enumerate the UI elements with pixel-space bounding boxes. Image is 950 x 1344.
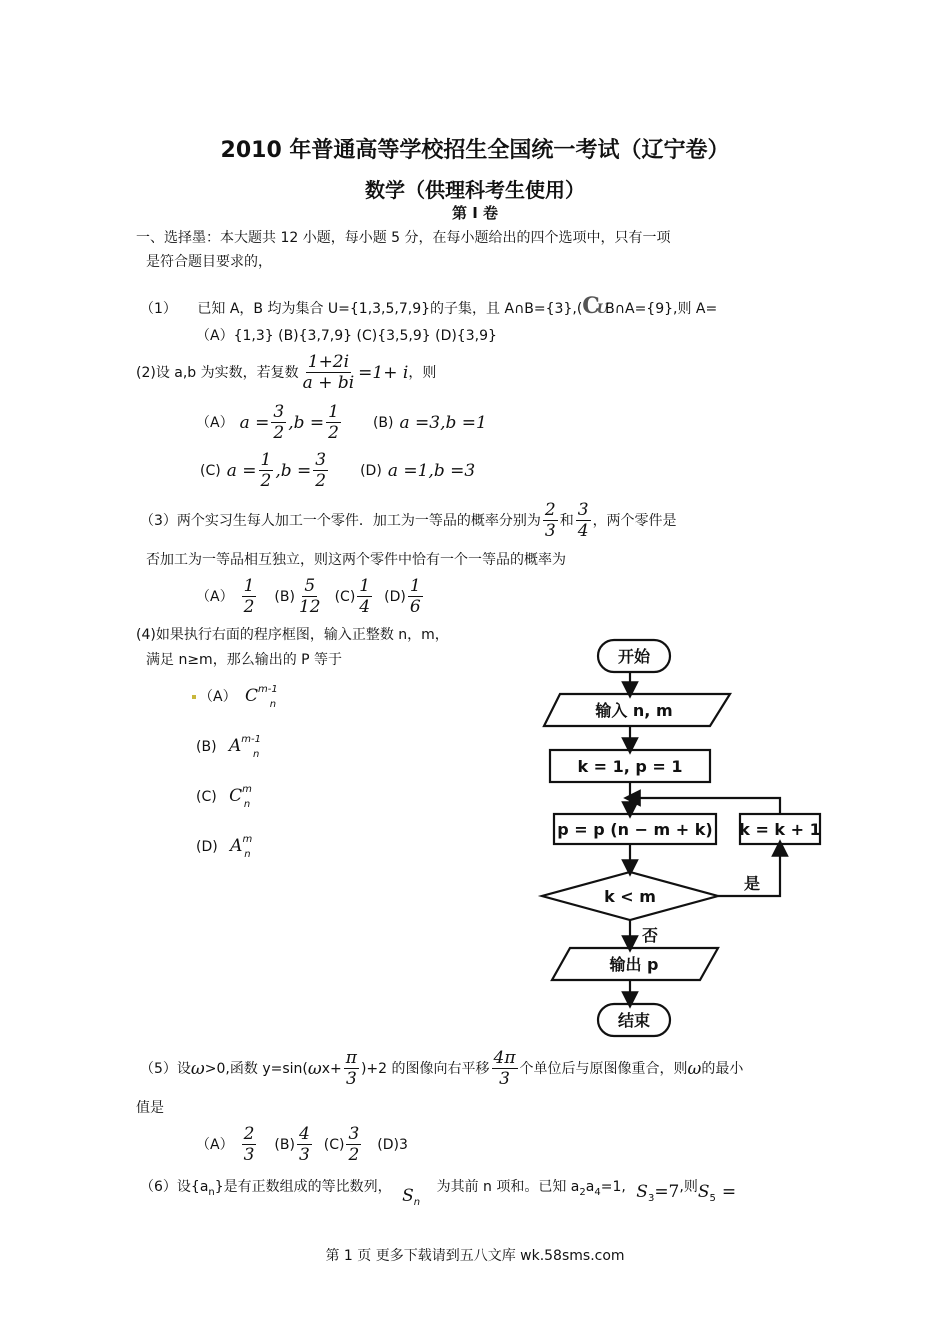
program-flowchart [530, 630, 840, 1050]
q1-text-b: B∩A={9},则 A= [605, 301, 718, 317]
q3-line2: 否加工为一等品相互独立，则这两个零件中恰有一个一等品的概率为 [146, 552, 566, 568]
condition-label: k < m [604, 887, 656, 906]
section-intro-line2: 是符合题目要求的， [146, 254, 272, 270]
q2-option-b: a =3,b =1 [399, 412, 487, 433]
q1-options: （A）{1,3} (B){3,7,9} (C){3,5,9} (D){3,9} [196, 328, 497, 344]
question-5: （5）设 ω >0,函数 y=sin( ω x+ $\frac{\pi}{3}$ )+2 的图像向右平移 $\frac{4\pi}{3}$ 个单位后与原图像重合，则 ω 的最小 [140, 1048, 744, 1089]
question-3: （3）两个实习生每人加工一个零件．加工为一等品的概率分别为 $\frac{2}{3}$ 和 $\frac{3}{4}$ ，两个零件是 [140, 500, 677, 541]
q1-number: （1） [140, 301, 177, 317]
q4-line1: (4)如果执行右面的程序框图，输入正整数 n，m， [136, 627, 449, 643]
q4-option-d: (D) $A^m_n$ [196, 834, 253, 860]
q5-options: （A） $\frac{2}{3}$ (B) $\frac{4}{3}$ (C) $\frac{3}{2}$ (D)3 [196, 1124, 408, 1165]
q4-option-b: (B) $A^{m-1}_n$ [196, 734, 261, 760]
section-intro-line1: 一、选择墨：本大题共 12 小题，每小题 5 分，在每小题给出的四个选项中，只有一项 [136, 230, 671, 246]
q2-option-d: a =1,b =3 [387, 460, 476, 481]
process-label: p = p (n − m + k) [557, 820, 713, 839]
question-6: （6）设$\{a_n\}$是有正数组成的等比数列， $S_n$ 为其前 n 项和。已知 $a_2a_4=1$, $S_3=7$,则$S_5$ = [140, 1179, 737, 1208]
q4-option-a: （A） $C^{m-1}_n$ [192, 680, 276, 715]
increment-label: k = k + 1 [739, 820, 821, 839]
no-label: 否 [641, 926, 659, 945]
page-subtitle: 数学（供理科考生使用） [365, 178, 585, 202]
q2-option-c: (C) a = $\frac{1}{2}$ ,b = $\frac{3}{2}$ (D) a =1,b =3 [200, 450, 476, 491]
q1-text-a: 已知 A，B 均为集合 U={1,3,5,7,9}的子集，且 A∩B={3},( [197, 301, 583, 317]
q3-options: （A） $\frac{1}{2}$ (B) $\frac{5}{12}$ (C) $\frac{1}{4}$ (D) $\frac{1}{6}$ [196, 576, 421, 617]
yes-label: 是 [743, 874, 761, 893]
end-label: 结束 [617, 1011, 651, 1030]
q4-option-c: (C) $C^m_n$ [196, 784, 252, 810]
question-2 [136, 352, 436, 393]
input-label: 输入 n, m [595, 701, 673, 720]
q2-fraction: $\frac{1+2i}{a + bi}$ [302, 352, 355, 393]
complement-symbol: CU [582, 293, 606, 319]
start-label: 开始 [617, 647, 651, 666]
page-title: 2010 年普通高等学校招生全国统一考试（辽宁卷） [220, 138, 730, 163]
volume-label: 第 I 卷 [451, 204, 499, 222]
q2-tail: ，则 [408, 364, 437, 381]
init-label: k = 1, p = 1 [577, 757, 683, 776]
q2-equation: =1+ i [358, 362, 409, 383]
output-label: 输出 p [609, 955, 659, 974]
question-1 [140, 293, 718, 320]
q4-line2: 满足 n≥m，那么输出的 P 等于 [146, 652, 343, 668]
q2-option-a: （A） a = $\frac{3}{2}$ ,b = $\frac{1}{2}$ (B) a =3,b =1 [196, 402, 487, 443]
q5-line2: 值是 [136, 1100, 164, 1116]
page-footer: 第 1 页 更多下载请到五八文库 wk.58sms.com [325, 1248, 625, 1264]
q2-lead: (2)设 a,b 为实数，若复数 [136, 364, 299, 381]
